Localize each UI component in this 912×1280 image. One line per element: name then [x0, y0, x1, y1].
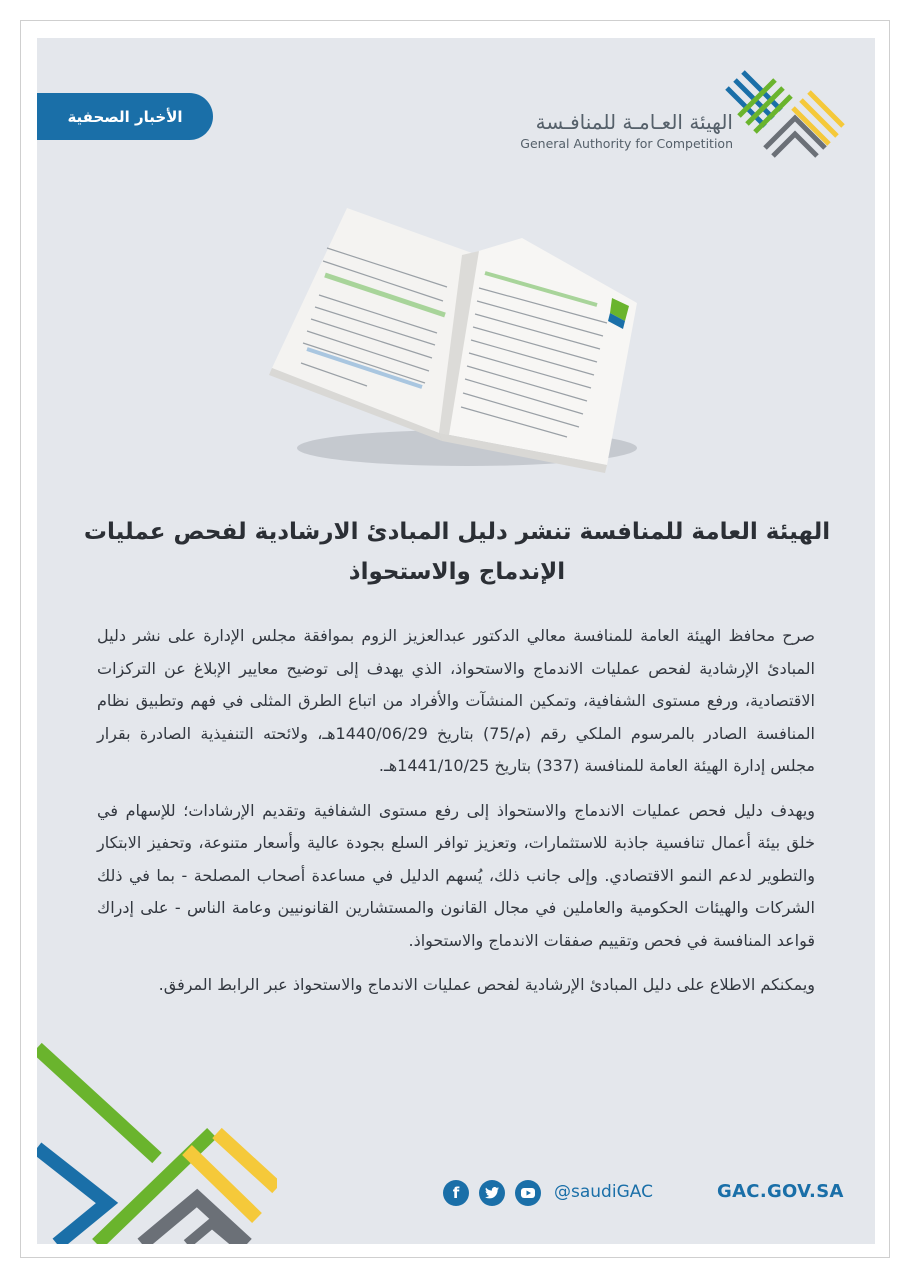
gac-logo-icon	[725, 66, 845, 166]
social-handle[interactable]: @saudiGAC	[554, 1182, 653, 1202]
paragraph-1: صرح محافظ الهيئة العامة للمنافسة معالي الدكتور عبدالعزيز الزوم بموافقة مجلس الإدارة على نشر دليل المبادئ الإرشادية لفحص عمليات الاندماج والاستحواذ، الذي يهدف إلى توضيح معايير الإبلاغ عن التركزات الاقتصادية، ورفع مستوى الشفافية، وتمكين المنشآت والأفراد من اتباع الطرق المثلى في فهم وتطبيق نظام المنافسة الصادر بالمرسوم الملكي رقم (م/75) بتاريخ 1440/06/29هـ، ولائحته التنفيذية الصادرة بقرار مجلس إدارة الهيئة العامة للمنافسة (337) بتاريخ 1441/10/25هـ.	[97, 626, 815, 775]
guide-book-image	[267, 203, 647, 473]
corner-pattern-graphic	[37, 1038, 277, 1244]
org-name-arabic: الهيئة العـامـة للمنافـسة	[535, 110, 733, 134]
website-link[interactable]: GAC.GOV.SA	[717, 1181, 844, 1202]
paragraph-3: ويمكنكم الاطلاع على دليل المبادئ الإرشادية لفحص عمليات الاندماج والاستحواذ عبر الرابط المرفق.	[158, 975, 815, 994]
press-release-panel	[37, 38, 875, 1244]
article-body	[97, 620, 815, 1014]
twitter-icon[interactable]	[479, 1180, 505, 1206]
press-news-badge: الأخبار الصحفية	[37, 93, 213, 140]
org-name-english: General Authority for Competition	[520, 136, 733, 151]
headline: الهيئة العامة للمنافسة تنشر دليل المبادئ الارشادية لفحص عمليات الإندماج والاستحواذ	[83, 519, 831, 585]
facebook-icon[interactable]: f	[443, 1180, 469, 1206]
paragraph-2: ويهدف دليل فحص عمليات الاندماج والاستحواذ إلى رفع مستوى الشفافية وتقديم الإرشادات؛ للإسهام في خلق بيئة أعمال تنافسية جاذبة للاستثمارات، وتعزيز توافر السلع بجودة عالية وأسعار متنوعة، وتحفيز الابتكار والتطوير لدعم النمو الاقتصادي. وإلى جانب ذلك، يُسهم الدليل في مساعدة أصحاب المصلحة - بما في ذلك الشركات والهيئات الحكومية والعاملين في مجال القانون والمستشارين القانونيين وعامة الناس - على إدراك قواعد المنافسة في فحص وتقييم صفقات الاندماج والاستحواذ.	[97, 800, 815, 950]
youtube-icon[interactable]	[515, 1180, 541, 1206]
